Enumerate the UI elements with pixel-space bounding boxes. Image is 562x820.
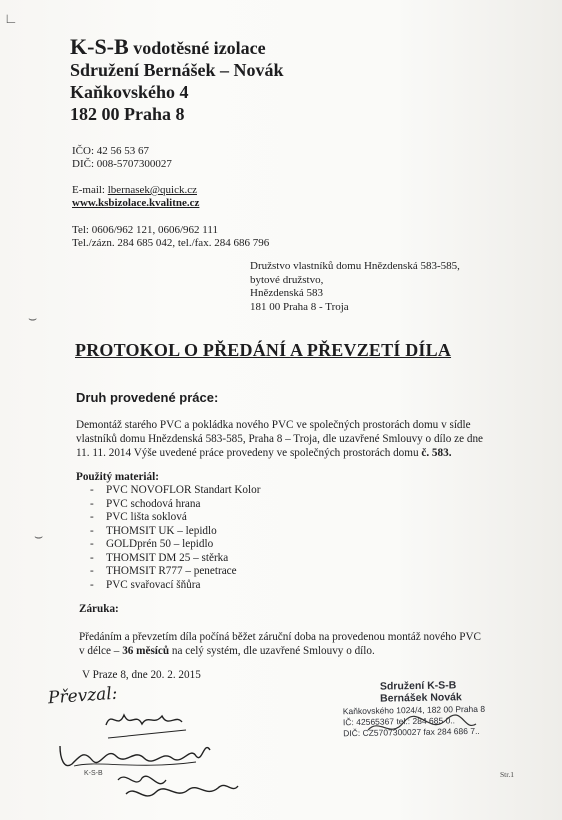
warranty-line2-post: na celý systém, dle uzavřené Smlouvy o dílo.: [171, 645, 375, 657]
stamp-signature-scribble: [360, 712, 480, 742]
list-item: - PVC NOVOFLOR Standart Kolor: [90, 484, 261, 496]
materials-heading: Použitý materiál:: [76, 471, 159, 483]
margin-mark: ⌣: [28, 312, 38, 327]
recipient-address: [250, 260, 460, 314]
recipient-line3: Hnězdenská 583: [250, 287, 324, 299]
letterhead: [70, 36, 284, 125]
warranty-line1: Předáním a převzetím díla počíná běžet záruční doba na provedenou montáž nového PVC: [79, 631, 481, 643]
warranty-line2-pre: v délce –: [79, 645, 120, 657]
list-item: - PVC lišta soklová: [90, 511, 187, 523]
list-item: - PVC svařovací šňůra: [90, 578, 201, 591]
stamp-line3: Kaňkovského 1024/4, 182 00 Praha 8: [342, 703, 486, 717]
list-item: - GOLDprén 50 – lepidlo: [90, 538, 214, 550]
website-link[interactable]: www.ksbizolace.kvalitne.cz: [72, 197, 200, 209]
phone-line: Tel: 0606/962 121, 0606/962 111: [72, 224, 218, 236]
recipient-line4: 181 00 Praha 8 - Troja: [250, 300, 349, 313]
warranty-duration: 36 měsíců: [122, 645, 170, 657]
stamp-line5: DIČ: CZ5707300027 fax 284 686 7..: [343, 725, 480, 739]
email-link[interactable]: lbernasek@quick.cz: [107, 184, 197, 196]
work-heading: Druh provedené práce:: [76, 390, 219, 405]
list-item: - PVC schodová hrana: [90, 497, 201, 510]
recipient-line2: bytové družstvo,: [250, 273, 324, 286]
company-suffix: vodotěsné izolace: [133, 38, 266, 58]
stamp-line4: IČ: 42565367 tel.: 284 685 0..: [342, 715, 456, 728]
place-date: V Praze 8, dne 20. 2. 2015: [82, 669, 201, 681]
company-contact: [72, 184, 199, 210]
stamp-line1: Sdružení K-S-B: [379, 679, 457, 693]
recipient-line1: Družstvo vlastníků domu Hnězdenská 583-585,: [250, 260, 460, 272]
handwritten-signatures: [46, 700, 256, 810]
materials-list: [90, 484, 260, 592]
company-stamp: [372, 679, 462, 705]
company-ids: [72, 145, 172, 171]
work-line1: Demontáž starého PVC a pokládka nového PVC ve společných prostorách domu v sídle: [76, 419, 471, 431]
handwritten-ksb-label: K-S-B: [84, 770, 103, 777]
warranty-text: [79, 630, 481, 658]
work-line3-bold: č. 583.: [421, 447, 452, 459]
company-city: 182 00 Praha 8: [70, 104, 185, 124]
company-ico: IČO: 42 56 53 67: [72, 145, 149, 157]
handwritten-prevzal: Převzal:: [47, 683, 119, 709]
list-item: - THOMSIT DM 25 – stěrka: [90, 551, 229, 564]
company-line2: Sdružení Bernášek – Novák: [70, 60, 284, 80]
document-title: PROTOKOL O PŘEDÁNÍ A PŘEVZETÍ DÍLA: [75, 340, 452, 360]
stamp-line2: Bernášek Novák: [380, 691, 462, 705]
phone-line-2: Tel./zázn. 284 685 042, tel./fax. 284 686 796: [72, 237, 270, 249]
email-label: E-mail:: [72, 184, 105, 196]
margin-mark: ∟: [4, 12, 18, 27]
company-street: Kaňkovského 4: [70, 82, 189, 102]
list-item: - THOMSIT UK – lepidlo: [90, 524, 217, 537]
work-description: [76, 418, 483, 460]
page-number: Str.1: [500, 770, 514, 779]
work-line2: vlastníků domu Hnězdenská 583-585, Praha 8 – Troja, dle uzavřené Smlouvy o dílo ze dne: [76, 433, 484, 445]
work-line3: 11. 11. 2014 Výše uvedené práce provedeny ve společných prostorách domu: [76, 447, 419, 459]
company-prefix: K-S-B: [70, 34, 129, 59]
company-dic: DIČ: 008-5707300027: [72, 158, 172, 170]
list-item: - THOMSIT R777 – penetrace: [90, 565, 237, 577]
warranty-heading: Záruka:: [79, 603, 119, 615]
margin-mark: ⌣: [34, 530, 44, 545]
company-phones: [72, 224, 269, 250]
